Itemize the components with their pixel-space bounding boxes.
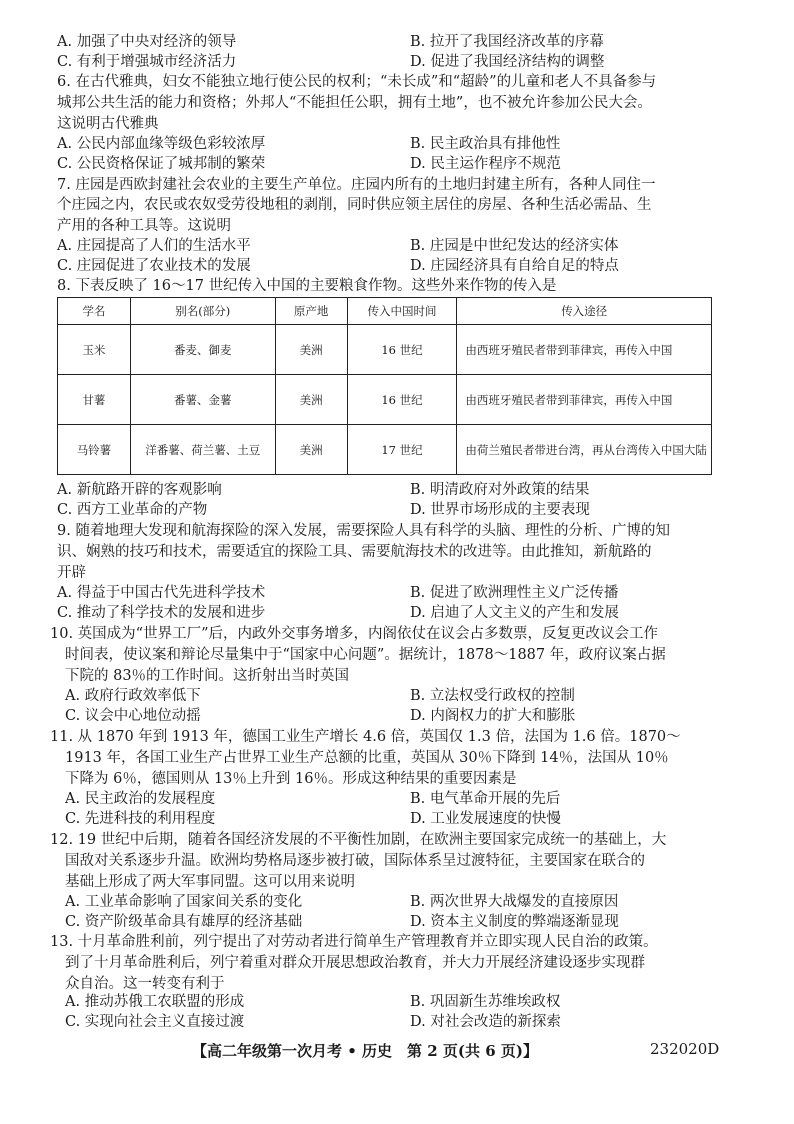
question-13-stem: 13. 十月革命胜利前，列宁提出了对劳动者进行简单生产管理教育并立即实现人民自治的政策。 [50,934,658,950]
question-13-stem: 众自治。这一转变有利于 [65,976,225,992]
page-footer: 【高二年级第一次月考 • 历史 第 2 页(共 6 页)】 [192,1042,538,1060]
question-11-option-a: A. 民主政治的发展程度 [65,791,216,807]
question-12-stem: 国敌对关系逐步升温。欧洲均势格局逐步被打破，国际体系呈过渡特征，主要国家在联合的 [65,853,645,869]
question-10-option-c: C. 议会中心地位动摇 [65,708,201,724]
table-cell: 由西班牙殖民者带到菲律宾，再传入中国 [457,375,712,425]
question-7-option-c: C. 庄园促进了农业技术的发展 [57,258,251,274]
question-10-stem: 下院的 83％的工作时间。这折射出当时英国 [65,668,350,684]
question-13-option-d: D. 对社会改造的新探索 [410,1014,561,1030]
question-6-option-c: C. 公民资格保证了城邦制的繁荣 [57,156,266,172]
question-11-option-b: B. 电气革命开展的先后 [410,791,561,807]
table-header: 别名(部分) [130,298,275,325]
question-9-stem: 识、娴熟的技巧和技术，需要适宜的探险工具、需要航海技术的改进等。由此推知，新航路的 [57,544,652,560]
question-12-stem: 12. 19 世纪中后期，随着各国经济发展的不平衡性加剧，在欧洲主要国家完成统一的基础上，大 [50,832,667,848]
question-13-option-a: A. 推动苏俄工农联盟的形成 [65,994,245,1010]
question-9-stem: 开辟 [57,565,86,581]
option-text: B. 拉开了我国经济改革的序幕 [410,34,604,50]
question-10-option-a: A. 政府行政效率低下 [65,688,201,704]
question-11-option-c: C. 先进科技的利用程度 [65,811,216,827]
question-8-option-c: C. 西方工业革命的产物 [57,502,208,518]
question-6-option-a: A. 公民内部血缘等级色彩较浓厚 [57,136,266,152]
question-6-option-d: D. 民主运作程序不规范 [410,156,561,172]
question-13-option-b: B. 巩固新生苏维埃政权 [410,994,561,1010]
question-8-option-a: A. 新航路开辟的客观影响 [57,482,222,498]
table-row [58,375,712,425]
question-7-option-b: B. 庄园是中世纪发达的经济实体 [410,238,619,254]
question-9-option-b: B. 促进了欧洲理性主义广泛传播 [410,585,619,601]
question-13-option-c: C. 实现向社会主义直接过渡 [65,1014,245,1030]
question-12-stem: 基础上形成了两大军事同盟。这可以用来说明 [65,874,355,890]
question-12-option-c: C. 资产阶级革命具有雄厚的经济基础 [65,914,303,930]
table-cell: 17 世纪 [347,425,457,475]
question-6-stem: 城邦公共生活的能力和资格；外邦人“不能担任公职，拥有土地”，也不被允许参加公民大会。 [57,95,652,111]
table-header-row [58,298,712,325]
question-6-option-b: B. 民主政治具有排他性 [410,136,561,152]
question-9-option-a: A. 得益于中国古代先进科学技术 [57,585,266,601]
option-text: C. 有利于增强城市经济活力 [57,54,237,70]
table-cell: 番薯、金薯 [130,375,275,425]
table-cell: 美洲 [275,325,347,375]
question-11-stem: 下降为 6％，德国则从 13％上升到 16％。形成这种结果的重要因素是 [65,771,517,787]
table-cell: 玉米 [58,325,131,375]
question-11-stem: 11. 从 1870 年到 1913 年，德国工业生产增长 4.6 倍，英国仅 1.3 倍，法国为 1.6 倍。1870～ [50,729,681,745]
table-row [58,325,712,375]
question-12-option-a: A. 工业革命影响了国家间关系的变化 [65,894,303,910]
crop-table [57,297,712,475]
question-12-option-d: D. 资本主义制度的弊端逐渐显现 [410,914,619,930]
table-cell: 16 世纪 [347,375,457,425]
question-10-option-d: D. 内阁权力的扩大和膨胀 [410,708,576,724]
table-cell: 甘薯 [58,375,131,425]
table-cell: 番麦、御麦 [130,325,275,375]
table-row [58,425,712,475]
table-header: 学名 [58,298,131,325]
table-cell: 由西班牙殖民者带到菲律宾，再传入中国 [457,325,712,375]
table-cell: 由荷兰殖民者带进台湾，再从台湾传入中国大陆 [457,425,712,475]
question-10-stem: 时间表，使议案和辩论尽量集中于“国家中心问题”。据统计，1878～1887 年，政府议案占据 [65,647,666,663]
question-11-stem: 1913 年，各国工业生产占世界工业生产总额的比重，英国从 30％下降到 14％，法国从 10％ [65,750,669,766]
question-7-option-d: D. 庄园经济具有自给自足的特点 [410,258,619,274]
question-8-option-b: B. 明清政府对外政策的结果 [410,482,590,498]
question-12-option-b: B. 两次世界大战爆发的直接原因 [410,894,619,910]
question-10-option-b: B. 立法权受行政权的控制 [410,688,575,704]
table-header: 原产地 [275,298,347,325]
question-9-option-c: C. 推动了科学技术的发展和进步 [57,605,266,621]
question-9-option-d: D. 启迪了人文主义的产生和发展 [410,605,619,621]
question-7-stem: 产用的各种工具等。这说明 [57,218,231,234]
question-11-option-d: D. 工业发展速度的快慢 [410,811,561,827]
question-7-stem: 个庄园之内，农民或农奴受劳役地租的剥削，同时供应领主居住的房屋、各种生活必需品、生 [57,197,652,213]
question-6-stem: 这说明古代雅典 [57,116,159,132]
table-cell: 马铃薯 [58,425,131,475]
question-9-stem: 9. 随着地理大发现和航海探险的深入发展，需要探险人具有科学的头脑、理性的分析、广博的知 [57,523,670,539]
option-text: A. 加强了中央对经济的领导 [57,34,237,50]
table-cell: 洋番薯、荷兰薯、土豆 [130,425,275,475]
table-header: 传入中国时间 [347,298,457,325]
question-7-stem: 7. 庄园是西欧封建社会农业的主要生产单位。庄园内所有的土地归封建主所有，各种人同住一 [57,177,656,193]
paper-code: 232020D [650,1040,720,1058]
question-10-stem: 10. 英国成为“世界工厂”后，内政外交事务增多，内阁依仗在议会占多数票，反复更改议会工作 [50,626,658,642]
table-cell: 美洲 [275,425,347,475]
table-cell: 美洲 [275,375,347,425]
question-6-stem: 6. 在古代雅典，妇女不能独立地行使公民的权利；“未长成”和“超龄”的儿童和老人不具备参与 [57,74,657,90]
table-header: 传入途径 [457,298,712,325]
option-text: D. 促进了我国经济结构的调整 [410,54,605,70]
question-13-stem: 到了十月革命胜利后，列宁着重对群众开展思想政治教育，并大力开展经济建设逐步实现群 [65,955,645,971]
question-8-stem: 8. 下表反映了 16～17 世纪传入中国的主要粮食作物。这些外来作物的传入是 [57,278,557,294]
question-8-option-d: D. 世界市场形成的主要表现 [410,502,590,518]
question-7-option-a: A. 庄园提高了人们的生活水平 [57,238,251,254]
table-cell: 16 世纪 [347,325,457,375]
